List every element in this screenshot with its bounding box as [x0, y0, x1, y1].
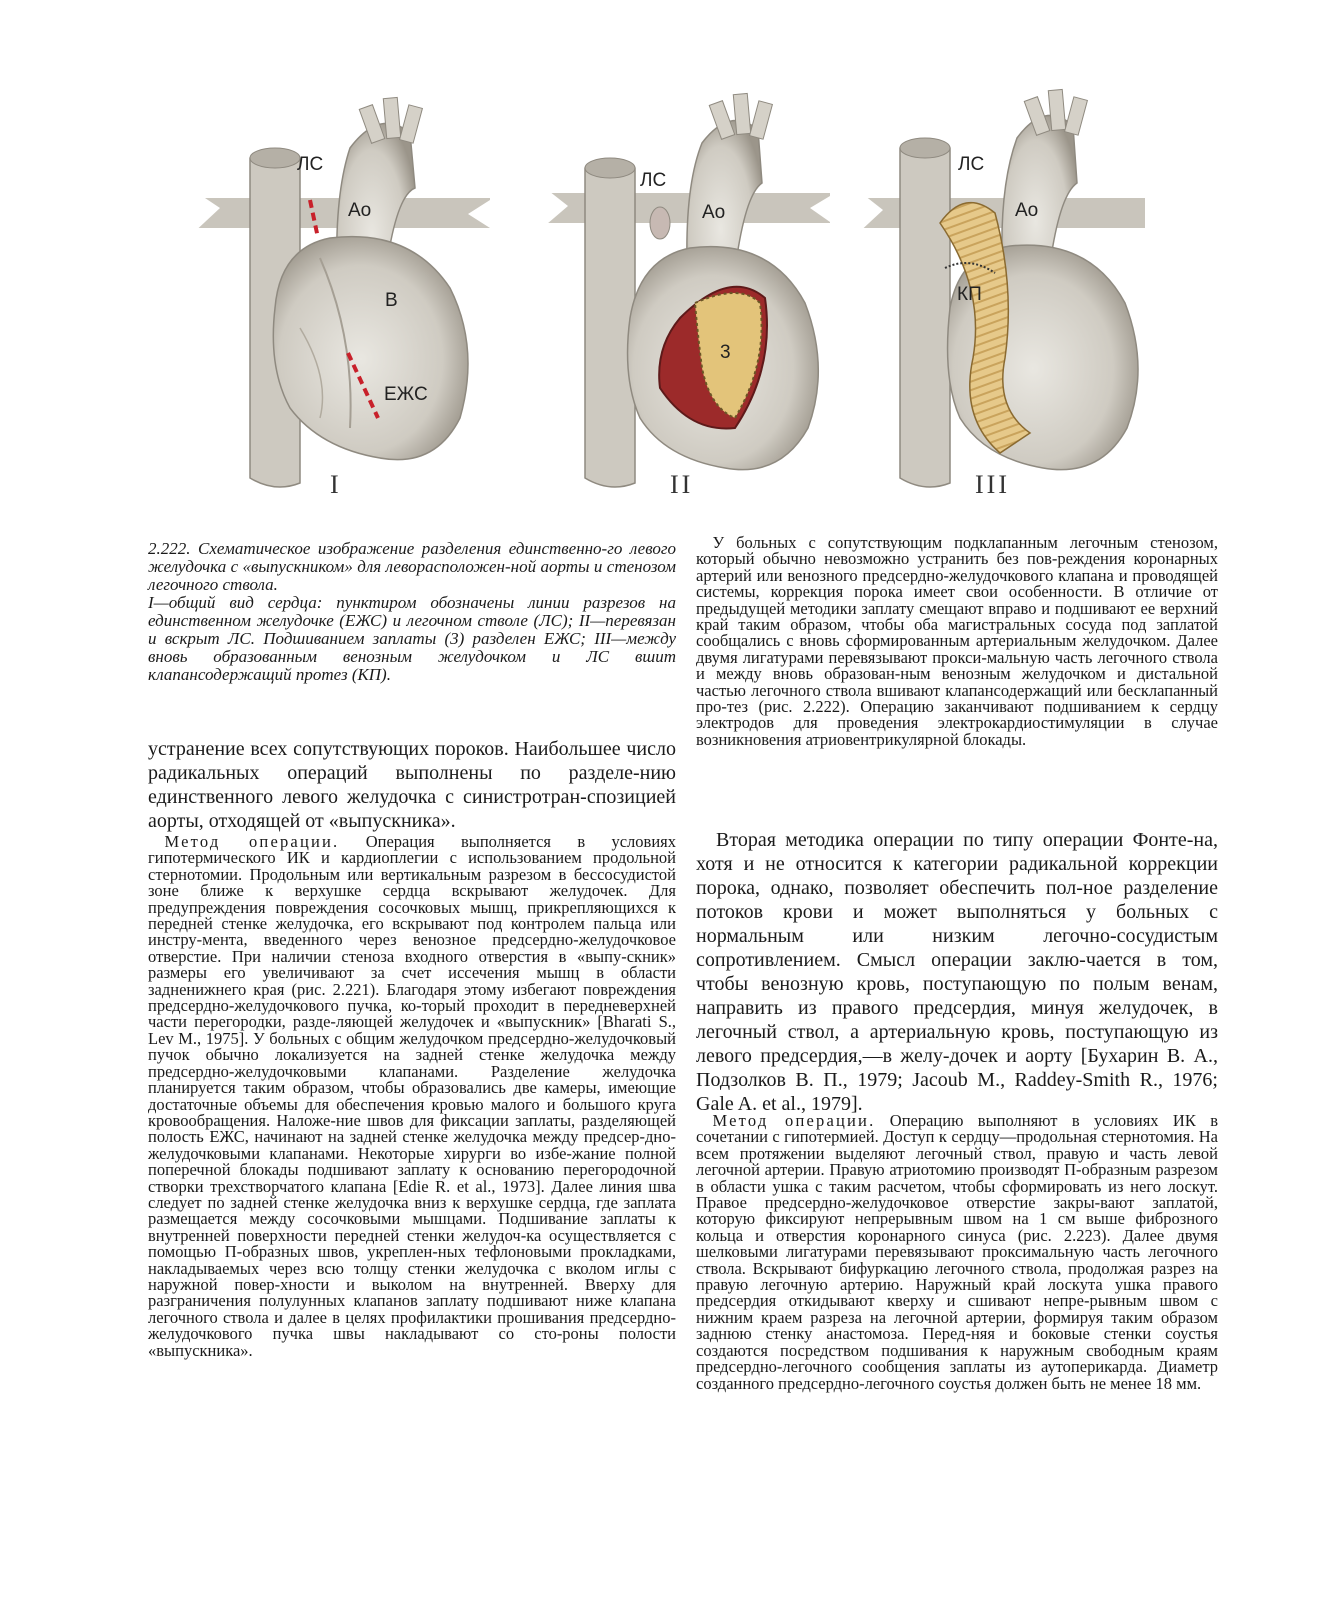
method-body: Операция выполняется в условиях гипотермического ИК и кардиоплегии с использованием продольной стернотомии. Продольным или вертикальным разрезом в бессосудистой зоне ближе к верхушке сердца вскрывают желудочек. Для предупреждения повреждения сосочковых мышц, прикрепляющихся к передней стенке желудочка, его вскрывают под контролем пальца или инстру-мента, введенного через венозное предсердно-желудочковое отверстие. При наличии стеноза входного отверстия в «выпу-скник» размеры его увеличивают за счет иссечения мышц в области задненижнего края (рис. 2.221). Благодаря этому избегают повреждения предсердно-желудочкового пучка, ко-торый проходит в передневерхней части перегородки, разде-ляющей желудочек и «выпускник» [Bharati S., Lev M., 1975]. У больных с общим желудочком предсердно-желудочковый пучок обычно локализуется на задней стенке желудочка между предсердно-желудочковыми клапанами. Разделение желудочка планируется таким образом, чтобы образовались две камеры, имеющие достаточные объемы для обеспечения кровью малого и большого круга кровообращения. Наложе-ние швов для фиксации заплаты, разделяющей полость ЕЖС, начинают на задней стенке желудочка между предсер-дно-желудочковыми клапанами. Некоторые хирурги во избе-жание полной поперечной блокады подшивают заплату к основанию перегородочной створки трехстворчатого клапана [Edie R. et al., 1973]. Далее линия шва следует по задней стенке желудочка вниз к верхушке сердца, где заплата размещается между сосочковыми мышцами. Подшивание заплаты к внутренней поверхности передней стенки желудоч-ка осуществляется с помощью П-образных швов, укреплен-ных тефлоновыми прокладками, накладываемых через всю толщу стенки желудочка с вколом иглы с наружной повер-хности и выколом на внутренней. Вверху для разграничения полулунных клапанов заплату подшивают ниже клапана легочного ствола и далее в целях профилактики прошивания предсердно-желудочкового пучка швы накладывают со сто-роны полости «выпускника».	[148, 832, 676, 1360]
label-kp: КП	[957, 284, 982, 305]
method-heading: Метод операции.	[164, 832, 340, 851]
label-ao: Ао	[702, 202, 726, 223]
label-ao: Ао	[1015, 200, 1039, 221]
label-ls: ЛС	[297, 154, 324, 175]
panel-numeral: III	[975, 470, 1010, 499]
label-ao: Ао	[348, 200, 372, 221]
figure-caption	[148, 540, 676, 684]
right-second-paragraph	[696, 828, 1218, 1116]
method-text	[148, 834, 676, 1359]
panel-ii	[530, 88, 840, 518]
heart-illustration-iii	[845, 88, 1155, 518]
method-body: Операцию выполняют в условиях ИК в сочетании с гипотермией. Доступ к сердцу—продольная стернотомия. На всем протяжении выделяют легочный ствол, правую и часть левой легочной артерии. Правую атриотомию производят П-образным разрезом в области ушка с таким расчетом, чтобы сформировать из него лоскут. Правое предсердно-желудочковое отверстие закры-вают заплатой, которую фиксируют непрерывным швом на 1 см выше фиброзного кольца и отверстия коронарного синуса (рис. 2.223). Далее двумя шелковыми лигатурами перевязывают проксимальную часть легочного ствола. Вскрывают бифуркацию легочного ствола, продолжая разрез на правую легочную артерию. Наружный край лоскута ушка правого предсердия откидывают кверху и сшивают непре-рывным швом с нижним краем разреза на легочной артерии, формируя таким образом заднюю стенку анастомоза. Перед-няя и боковые стенки соустья создаются посредством подшивания к наружным свободным краям предсердно-легочного сообщения заплаты из аутоперикарда. Диаметр созданного предсердно-легочного соустья должен быть не менее 18 мм.	[696, 1111, 1218, 1393]
method-text	[696, 1113, 1218, 1392]
panel-numeral: I	[330, 470, 342, 499]
label-ezhs: ЕЖС	[384, 384, 428, 405]
label-patch: 3	[720, 342, 731, 363]
caption-legend: I—общий вид сердца: пунктиром обозначены линии разрезов на единственном желудочке (ЕЖС) и легочном стволе (ЛС); II—перевязан и вскрыт ЛС. Подшиванием заплаты (3) разделен ЕЖС; III—между вновь образованным венозным желудочком и ЛС вшит клапансодержащий протез (КП).	[148, 593, 676, 684]
second-body: Вторая методика операции по типу операции Фонте-на, хотя и не относится к категории радикальной коррекции порока, однако, позволяет обеспечить пол-ное разделение потоков крови и может выполняться у больных с нормальным или низким легочно-сосудистым сопротивлением. Смысл операции заклю-чается в том, чтобы венозную кровь, поступающую по полым венам, направить из правого предсердия, минуя желудочек, в легочный ствол, а артериальную кровь, поступающую из левого предсердия,—в желу-дочек и аорту [Бухарин В. А., Подзолков В. П., 1979; Jacoub M., Raddey-Smith R., 1976; Gale A. et al., 1979].	[696, 829, 1218, 1115]
right-method-paragraph	[696, 1113, 1218, 1392]
figure-2-222	[180, 88, 1100, 518]
label-v: В	[385, 290, 398, 311]
panel-i	[180, 88, 490, 518]
heart-illustration-ii	[530, 88, 840, 518]
panel-iii	[845, 88, 1155, 518]
method-heading: Метод операции.	[712, 1111, 876, 1130]
single-ventricle	[273, 237, 468, 460]
top-text	[696, 535, 1218, 748]
heart-illustration-i	[180, 88, 490, 518]
right-top-paragraph	[696, 535, 1218, 748]
top-body: У больных с сопутствующим подклапанным легочным стенозом, который обычно невозможно устранить без пов-реждения коронарных артерий или венозного предсердно-желудочкового клапана и проводящей системы, коррекция порока имеет свои особенности. В отличие от предыдущей методики заплату смещают вправо и подшивают ее верхний край таким образом, чтобы оба магистральных сосуда под заплатой сообщались с вновь сформированным артериальным желудочком. Далее двумя лигатурами перевязывают прокси-мальную часть легочного ствола и между вновь образован-ным венозным желудочком и дистальной частью легочного ствола вшивают клапансодержащий или бесклапанный про-тез (рис. 2.222). Операцию заканчивают подшиванием к сердцу электродов для проведения электрокардиостимуляции в случае возникновения атриовентрикулярной блокады.	[696, 533, 1218, 749]
left-method-paragraph	[148, 834, 676, 1359]
panel-numeral: II	[670, 470, 694, 499]
lead-text: устранение всех сопутствующих пороков. Наибольшее число радикальных операций выполнены по разделе-нию единственного левого желудочка с синистротран-спозицией аорты, отходящей от «выпускника».	[148, 738, 676, 832]
caption-title: 2.222. Схематическое изображение разделения единственно-го левого желудочка с «выпускником» для леворасположен-ной аорты и стенозом легочного ствола.	[148, 539, 676, 594]
label-ls: ЛС	[640, 170, 667, 191]
label-ls: ЛС	[958, 154, 985, 175]
second-text	[696, 828, 1218, 1116]
left-lead-paragraph	[148, 737, 676, 833]
